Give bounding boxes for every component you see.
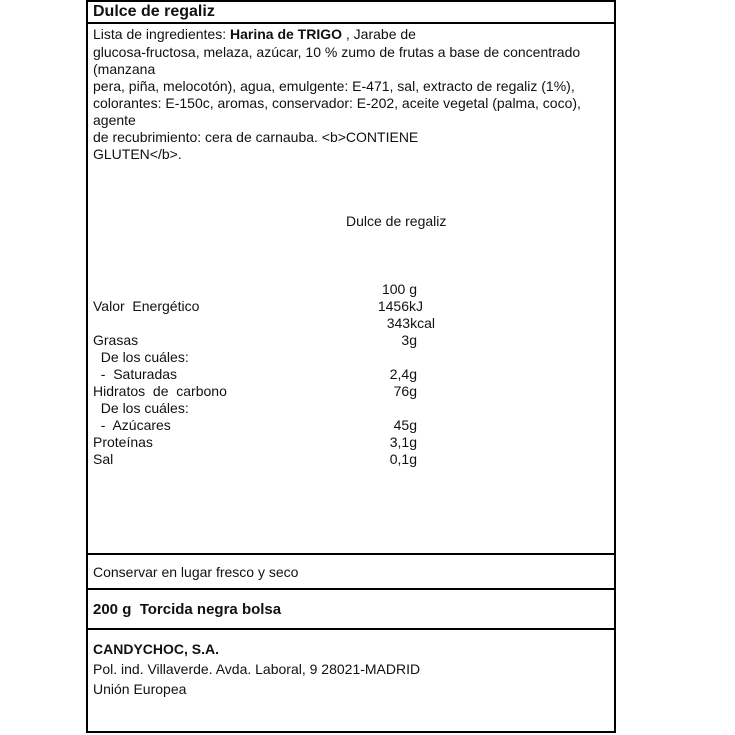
nutrition-label: Sal [93,451,114,467]
title-divider [86,22,616,24]
company-name: CANDYCHOC, S.A. [93,641,220,657]
storage-divider [86,588,616,590]
ingredients-prefix: Lista de ingredientes: [93,26,230,42]
nutrition-value: 2,4g [389,366,417,382]
nutrition-value: 3g [401,332,417,348]
nutrition-divider [86,553,616,555]
ingredients-line: agente [93,112,136,128]
nutrition-label: Hidratos de carbono [93,383,227,399]
weight-divider [86,628,616,630]
nutrition-label: Grasas [93,332,139,348]
nutrition-per: 100 g [381,281,417,297]
nutrition-label: Valor Energético [93,298,200,314]
ingredients-line: pera, piña, melocotón), agua, emulgente: E-471, sal, extracto de regaliz (1%), [93,78,575,94]
nutrition-header: Dulce de regaliz [346,213,447,229]
company-region: Unión Europea [93,681,187,697]
ingredients-line: GLUTEN</b>. [93,146,182,162]
nutrition-value: 0,1g [389,451,417,467]
ingredients-line: colorantes: E-150c, aromas, conservador: E-202, aceite vegetal (palma, coco), [93,95,581,111]
ingredients-first-line [93,26,416,43]
nutrition-value: 3,1g [389,434,417,450]
ingredients-allergen: Harina de TRIGO [229,26,343,42]
nutrition-label: De los cuáles: [93,349,189,365]
nutrition-label: Proteínas [93,434,153,450]
nutrition-label: De los cuáles: [93,400,189,416]
nutrition-value: 1456kJ [377,298,423,314]
net-weight: 200 g Torcida negra bolsa [93,601,282,618]
product-title: Dulce de regaliz [93,3,215,20]
ingredients-suffix: , Jarabe de [342,26,416,42]
nutrition-label: - Saturadas [93,366,178,382]
nutrition-value: 343kcal [386,315,435,331]
ingredients-line: (manzana [93,61,156,77]
nutrition-value: 76g [393,383,417,399]
nutrition-label: - Azúcares [93,417,171,433]
company-address: Pol. ind. Villaverde. Avda. Laboral, 9 28021-MADRID [93,661,421,677]
ingredients-line: glucosa-fructosa, melaza, azúcar, 10 % zumo de frutas a base de concentrado [93,44,581,60]
storage-instructions: Conservar en lugar fresco y seco [93,564,299,580]
nutrition-value: 45g [393,417,417,433]
ingredients-line: de recubrimiento: cera de carnauba. <b>CONTIENE [93,129,419,145]
